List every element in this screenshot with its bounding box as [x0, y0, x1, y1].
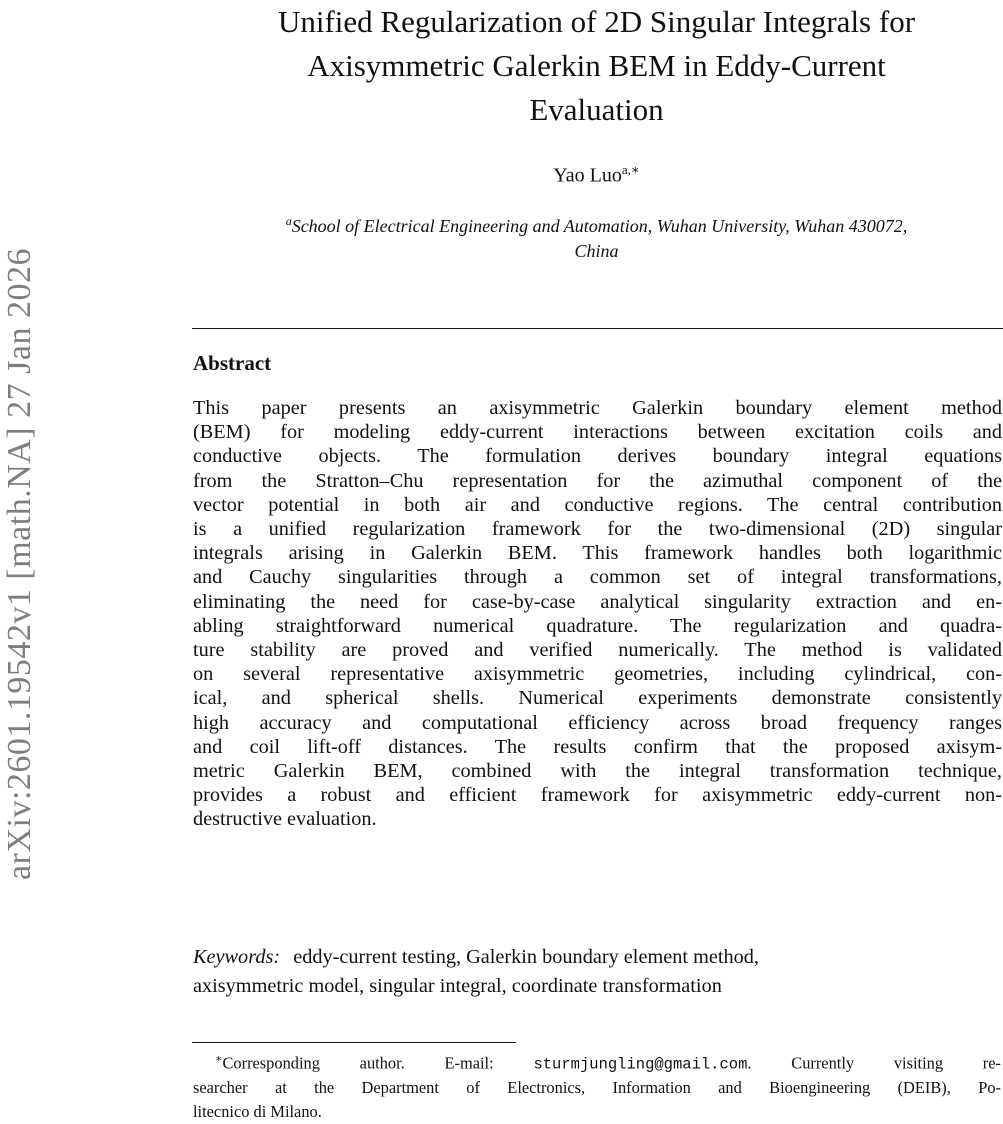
footnote-mark: ∗ — [215, 1053, 223, 1065]
abstract-line: on several representative axisymmetric geometries, including cylindrical, con- — [193, 663, 1002, 686]
footnote-text: searcher at the Department of Electronics, Information and Bioengineering (DEIB), Po- — [193, 1078, 1001, 1098]
affiliation-line: School of Electrical Engineering and Automation, Wuhan University, Wuhan 430072, — [291, 216, 908, 236]
title-line: Axisymmetric Galerkin BEM in Eddy-Current — [307, 48, 886, 83]
abstract-line: and Cauchy singularities through a common set of integral transformations, — [193, 566, 1002, 589]
abstract-line: destructive evaluation. — [193, 808, 377, 831]
footnote-text: Corresponding author. E-mail: — [222, 1053, 534, 1073]
footnote — [193, 1047, 1001, 1124]
arxiv-stamp: arXiv:2601.19542v1 [math.NA] 27 Jan 2026 — [1, 248, 38, 880]
keywords-text: eddy-current testing, Galerkin boundary element method, — [293, 946, 759, 968]
footnote-text: . Currently visiting re- — [747, 1053, 1001, 1073]
email-link[interactable]: sturmjungling@gmail.com — [533, 1055, 748, 1074]
divider — [192, 328, 1003, 329]
footnote-text: litecnico di Milano. — [193, 1102, 322, 1122]
keywords — [193, 943, 1002, 1001]
keywords-text: axisymmetric model, singular integral, coordinate transformation — [193, 975, 722, 997]
abstract-line: metric Galerkin BEM, combined with the integral transformation technique, — [193, 760, 1002, 783]
abstract-line: ical, and spherical shells. Numerical experiments demonstrate consistently — [193, 687, 1002, 710]
abstract-line: ture stability are proved and verified numerically. The method is validated — [193, 639, 1002, 662]
affiliation — [190, 209, 1003, 264]
abstract-line: is a unified regularization framework for the two-dimensional (2D) singular — [193, 518, 1002, 541]
keywords-label: Keywords: — [193, 946, 281, 968]
author-marks: a,∗ — [621, 162, 640, 177]
abstract-line: from the Stratton–Chu representation for the azimuthal component of the — [193, 469, 1002, 492]
abstract-line: This paper presents an axisymmetric Galerkin boundary element method — [193, 397, 1002, 419]
abstract-line: high accuracy and computational efficiency across broad frequency ranges — [193, 711, 1002, 734]
author-name: Yao Luo — [553, 164, 622, 187]
abstract-line: eliminating the need for case-by-case analytical singularity extraction and en- — [193, 590, 1002, 613]
abstract-body — [193, 396, 1002, 832]
title-line: Evaluation — [529, 92, 664, 127]
author — [190, 162, 1003, 188]
abstract-line: and coil lift-off distances. The results confirm that the proposed axisym- — [193, 735, 1002, 758]
abstract-line: integrals arising in Galerkin BEM. This framework handles both logarithmic — [193, 542, 1002, 565]
affiliation-mark: a — [285, 214, 292, 228]
abstract-line: abling straightforward numerical quadrature. The regularization and quadra- — [193, 614, 1002, 637]
footnote-divider — [192, 1042, 516, 1043]
abstract-line: vector potential in both air and conductive regions. The central contribution — [193, 493, 1002, 516]
paper-title — [190, 0, 1003, 132]
abstract-line: (BEM) for modeling eddy-current interactions between excitation coils and — [193, 421, 1002, 444]
affiliation-line: China — [574, 241, 619, 261]
abstract-line: conductive objects. The formulation derives boundary integral equations — [193, 445, 1002, 468]
abstract-heading: Abstract — [193, 351, 272, 375]
abstract-line: provides a robust and efficient framework for axisymmetric eddy-current non- — [193, 784, 1002, 807]
title-line: Unified Regularization of 2D Singular Integrals for — [277, 4, 916, 39]
